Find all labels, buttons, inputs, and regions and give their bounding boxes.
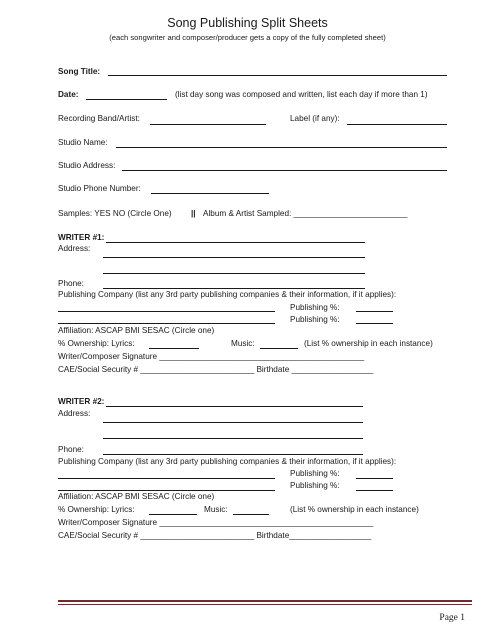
writer1-ownership-label: % Ownership: Lyrics: bbox=[58, 339, 135, 348]
document-title: Song Publishing Split Sheets bbox=[167, 16, 328, 30]
writer2-publishing-pct-field-2[interactable] bbox=[356, 490, 393, 491]
writer2-music-field[interactable] bbox=[233, 514, 269, 515]
footer-rule-thick bbox=[58, 600, 472, 602]
writer1-publishing-company-label: Publishing Company (list any 3rd party publishing companies & their information, if it applies): bbox=[58, 290, 397, 299]
studio-phone-field[interactable] bbox=[151, 193, 269, 194]
recording-band-label: Recording Band/Artist: bbox=[58, 114, 140, 123]
writer1-address-line-2[interactable] bbox=[103, 273, 365, 274]
writer1-name-field[interactable] bbox=[106, 242, 365, 243]
writer2-ownership-label: % Ownership: Lyrics: bbox=[58, 505, 135, 514]
song-title-field[interactable] bbox=[108, 75, 447, 76]
label-label: Label (if any): bbox=[290, 114, 340, 123]
writer1-affiliation[interactable]: Affiliation: ASCAP BMI SESAC (Circle one) bbox=[58, 326, 215, 335]
samples-separator: || bbox=[191, 209, 196, 218]
writer2-publishing-company-field-1[interactable] bbox=[58, 478, 275, 479]
studio-name-label: Studio Name: bbox=[58, 138, 108, 147]
writer1-signature[interactable]: Writer/Composer Signature _____________________________________________ bbox=[58, 352, 365, 361]
document-subtitle: (each songwriter and composer/producer gets a copy of the fully completed sheet) bbox=[109, 33, 386, 42]
song-title-label: Song Title: bbox=[58, 67, 101, 76]
date-label: Date: bbox=[58, 90, 79, 99]
writer2-address-line-1[interactable] bbox=[103, 422, 363, 423]
writer1-music-field[interactable] bbox=[260, 348, 298, 349]
writer2-cae-birthdate[interactable]: CAE/Social Security # _________________________ Birthdate__________________ bbox=[58, 531, 372, 540]
writer2-address-line-2[interactable] bbox=[103, 438, 363, 439]
studio-phone-label: Studio Phone Number: bbox=[58, 184, 141, 193]
writer1-lyrics-field[interactable] bbox=[149, 348, 199, 349]
album-artist-sampled[interactable]: Album & Artist Sampled: _________________________ bbox=[203, 209, 408, 218]
writer2-publishing-pct-label-1: Publishing %: bbox=[290, 469, 340, 478]
writer2-ownership-note: (List % ownership in each instance) bbox=[290, 505, 419, 514]
writer2-affiliation[interactable]: Affiliation: ASCAP BMI SESAC (Circle one) bbox=[58, 492, 215, 501]
writer1-address-label: Address: bbox=[58, 244, 91, 253]
writer2-heading: WRITER #2: bbox=[58, 397, 105, 406]
samples-label: Samples: YES NO (Circle One) bbox=[58, 209, 172, 218]
writer1-cae-birthdate[interactable]: CAE/Social Security # _________________________ Birthdate __________________ bbox=[58, 365, 374, 374]
writer2-address-label: Address: bbox=[58, 409, 91, 418]
writer1-publishing-pct-field-2[interactable] bbox=[356, 323, 393, 324]
label-field[interactable] bbox=[347, 124, 447, 125]
writer1-phone-label: Phone: bbox=[58, 279, 84, 288]
writer1-music-label: Music: bbox=[231, 339, 255, 348]
studio-address-field[interactable] bbox=[122, 170, 447, 171]
writer2-publishing-company-field-2[interactable] bbox=[58, 490, 275, 491]
writer2-signature[interactable]: Writer/Composer Signature _______________________________________________ bbox=[58, 518, 374, 527]
writer2-lyrics-field[interactable] bbox=[149, 514, 197, 515]
writer2-name-field[interactable] bbox=[106, 406, 363, 407]
footer-rule-thin bbox=[58, 604, 472, 605]
studio-address-label: Studio Address: bbox=[58, 161, 116, 170]
writer1-publishing-pct-label-1: Publishing %: bbox=[290, 303, 340, 312]
writer1-publishing-pct-label-2: Publishing %: bbox=[290, 315, 340, 324]
date-note: (list day song was composed and written, list each day if more than 1) bbox=[175, 90, 428, 99]
page-number: Page 1 bbox=[439, 613, 465, 623]
writer1-phone-field[interactable] bbox=[103, 288, 365, 289]
writer2-publishing-pct-label-2: Publishing %: bbox=[290, 481, 340, 490]
writer2-publishing-pct-field-1[interactable] bbox=[356, 478, 393, 479]
writer2-publishing-company-label: Publishing Company (list any 3rd party publishing companies & their information, if it applies): bbox=[58, 457, 397, 466]
writer1-publishing-pct-field-1[interactable] bbox=[356, 311, 393, 312]
writer1-address-line-1[interactable] bbox=[103, 257, 365, 258]
writer1-publishing-company-field-2[interactable] bbox=[58, 323, 275, 324]
recording-band-field[interactable] bbox=[150, 124, 266, 125]
writer2-phone-label: Phone: bbox=[58, 445, 84, 454]
writer2-phone-field[interactable] bbox=[103, 454, 363, 455]
writer1-heading: WRITER #1: bbox=[58, 233, 105, 242]
writer1-publishing-company-field-1[interactable] bbox=[58, 311, 275, 312]
studio-name-field[interactable] bbox=[116, 147, 447, 148]
writer1-ownership-note: (List % ownership in each instance) bbox=[304, 339, 433, 348]
writer2-music-label: Music: bbox=[204, 505, 228, 514]
date-field[interactable] bbox=[86, 99, 167, 100]
